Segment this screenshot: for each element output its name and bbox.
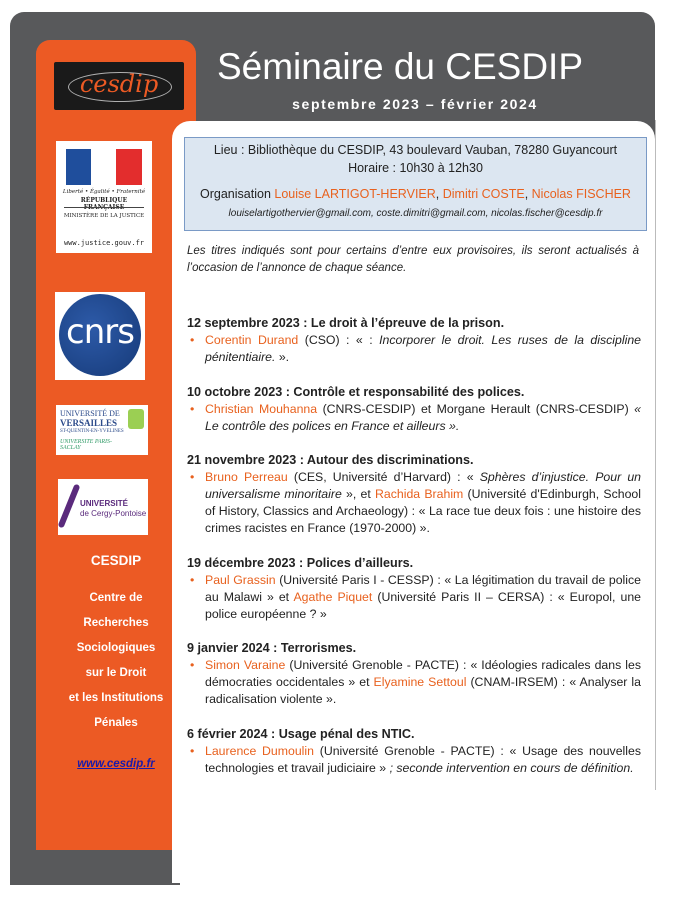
organiser-name: Louise LARTIGOT-HERVIER <box>274 187 436 201</box>
session-speakers <box>187 401 641 435</box>
session-speakers <box>187 743 641 777</box>
speaker-name: Corentin Durand <box>205 333 299 347</box>
sidebar-org-line: Sociologiques <box>76 642 156 654</box>
justice-ministry-logo <box>56 141 152 253</box>
talk-title: Incorporer le droit. Les ruses de la discipline pénitentiaire. <box>205 333 641 364</box>
organisation-label: Organisation <box>200 187 271 201</box>
speaker-name: Rachida Brahim <box>375 487 464 501</box>
speaker-name: Bruno Perreau <box>205 470 288 484</box>
organiser-name: Dimitri COSTE <box>442 187 525 201</box>
cnrs-logo-text: cnrs <box>66 312 134 352</box>
schedule-text: Horaire : 10h30 à 12h30 <box>348 161 483 175</box>
session-title: 12 septembre 2023 : Le droit à l’épreuve de la prison. <box>187 316 505 330</box>
session-speakers <box>187 572 641 623</box>
sidebar-org-line: Pénales <box>94 717 138 729</box>
cesdip-logo <box>54 62 184 110</box>
seminar-session <box>187 384 641 435</box>
bullet-icon: • <box>190 744 195 758</box>
justice-logo-divider <box>64 207 144 208</box>
frame-bottom <box>10 850 180 885</box>
venue-text: Lieu : Bibliothèque du CESDIP, 43 boulevard Vauban, 78280 Guyancourt <box>213 143 618 157</box>
session-text: (CNRS-CESDIP) et Morgane Herault (CNRS-CESDIP) <box>317 402 635 416</box>
session-text: (Université Paris II – CERSA) : « Europol, une police européenne ? » <box>205 590 641 621</box>
ucp-logo-line2: de Cergy-Pontoise <box>80 509 147 518</box>
seminar-session <box>187 640 641 708</box>
bullet-icon: • <box>190 402 195 416</box>
justice-logo-url: www.justice.gouv.fr <box>63 239 145 247</box>
speaker-name: Agathe Piquet <box>293 590 373 604</box>
talk-title: Sphères d’injustice. Pour un universalisme minoritaire <box>205 470 641 501</box>
seminar-session <box>187 315 641 366</box>
organiser-name: Nicolas FISCHER <box>531 187 631 201</box>
session-speakers <box>187 657 641 708</box>
seminar-session <box>187 555 641 623</box>
speaker-name: Paul Grassin <box>205 573 276 587</box>
seminar-session <box>187 726 641 777</box>
page-subtitle: septembre 2023 – février 2024 <box>292 96 538 112</box>
bullet-icon: • <box>190 658 195 672</box>
organisers-line: Organisation Louise LARTIGOT-HERVIER, Dimitri COSTE, Nicolas FISCHER <box>200 187 631 201</box>
session-text: (Université Grenoble - PACTE) : « Usage des nouvelles technologies et travail judiciaire » <box>205 744 641 775</box>
bullet-icon: • <box>190 333 195 347</box>
page-title: Séminaire du CESDIP <box>216 46 584 87</box>
speaker-name: Laurence Dumoulin <box>205 744 314 758</box>
talk-title: « Le contrôle des polices en France et ailleurs ». <box>205 402 641 433</box>
sidebar-org-line: Recherches <box>83 617 149 629</box>
cesdip-logo-text: cesdip <box>79 70 159 98</box>
session-title: 10 octobre 2023 : Contrôle et responsabilité des polices. <box>187 385 525 399</box>
ucp-logo-stroke-icon <box>58 484 81 529</box>
session-title: 19 décembre 2023 : Polices d’ailleurs. <box>187 556 414 570</box>
sidebar-org-line: sur le Droit <box>85 667 147 679</box>
speaker-name: Simon Varaine <box>205 658 286 672</box>
justice-logo-ministry: MINISTÈRE DE LA JUSTICE <box>63 213 145 219</box>
website-link[interactable]: www.cesdip.fr <box>77 758 155 770</box>
session-text: (CSO) : « : <box>298 333 380 347</box>
speaker-name: Elyamine Settoul <box>373 675 467 689</box>
uvsq-logo-line1: UNIVERSITÉ DE <box>60 409 120 418</box>
sidebar-org-name: CESDIP <box>90 553 142 568</box>
session-title: 9 janvier 2024 : Terrorismes. <box>187 641 357 655</box>
marianne-flag-icon <box>66 149 142 185</box>
session-text: (Université Paris I - CESSP) : « La légitimation du travail de police au Malawi » et <box>205 573 641 604</box>
ucp-logo <box>58 479 148 535</box>
bullet-icon: • <box>190 573 195 587</box>
bullet-icon: • <box>190 470 195 484</box>
session-title: 21 novembre 2023 : Autour des discriminations. <box>187 453 474 467</box>
uvsq-logo-line3: ST-QUENTIN-EN-YVELINES <box>60 429 124 434</box>
session-text: », et <box>341 487 375 501</box>
ucp-logo-line1: UNIVERSITÉ <box>80 499 129 508</box>
content-divider <box>655 120 656 790</box>
uvsq-logo-mark-icon <box>128 409 144 429</box>
session-text: (CES, Université d’Harvard) : « <box>287 470 480 484</box>
talk-title: ; seconde intervention en cours de définition. <box>389 761 634 775</box>
sidebar-org-line: Centre de <box>89 592 143 604</box>
intro-note: Les titres indiqués sont pour certains d’entre eux provisoires, ils seront actualisés à l’occasion de l’annonce de chaque séance. <box>187 245 639 274</box>
sidebar-org-line: et les Institutions <box>68 692 164 704</box>
session-text: (Université d'Edinburgh, School of History, Classics and Archaeology) : « La race tue deux fois : une histoire des crimes racistes en France (1970-2000) ». <box>205 487 642 535</box>
speaker-name: Christian Mouhanna <box>205 402 318 416</box>
cnrs-logo <box>55 292 145 380</box>
session-title: 6 février 2024 : Usage pénal des NTIC. <box>187 727 415 741</box>
uvsq-logo-line4: UNIVERSITE PARIS-SACLAY <box>60 439 113 451</box>
justice-logo-republic: RÉPUBLIQUE <box>80 197 128 204</box>
session-text: (CNAM-IRSEM) : « Analyser la radicalisation violente ». <box>205 675 641 706</box>
session-text: (Université Grenoble - PACTE) : « Idéologies radicales dans les démocraties occidentales » et <box>205 658 641 689</box>
uvsq-logo <box>56 405 148 455</box>
session-text: ». <box>275 350 290 364</box>
seminar-session <box>187 452 641 537</box>
justice-logo-motto: Liberté • Égalité • Fraternité <box>62 189 146 195</box>
organiser-emails[interactable]: louiselartigothervier@gmail.com, coste.dimitri@gmail.com, nicolas.fischer@cesdip.fr <box>228 208 603 219</box>
uvsq-logo-line2: VERSAILLES <box>60 418 118 428</box>
info-box <box>184 137 647 231</box>
session-speakers <box>187 332 641 366</box>
session-speakers <box>187 469 641 537</box>
